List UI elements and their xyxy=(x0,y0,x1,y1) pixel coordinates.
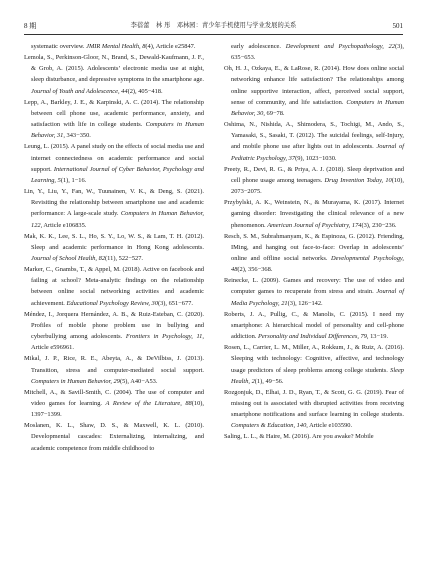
reference-pre: Oshima, N., Nishida, A., Shimodera, S., Tochigi, M., Ando, S., Yamasaki, S., Sasaki, T. (2012). The suicidal feelings, self-Injury, and mobile phone use after lights out in adolescents. xyxy=(224,121,404,151)
reference-post: (3), 635−653. xyxy=(231,43,404,62)
reference-ital: Developmental Psychology, 48 xyxy=(231,254,404,274)
reference-post: (3), 230−236. xyxy=(361,221,397,229)
reference-pre: Lin, Y., Liu, Y., Fan, W., Tuunainen, V. K., & Deng, S. (2021). Revisiting the relationship between smartphone use and academic performance: A large-scale study. xyxy=(24,188,204,218)
reference-pre: Rozgonjuk, D., Elhai, J. D., Ryan, T., & Scott, G. G. (2019). Fear of missing out is associated with disrupted activities from receiving smartphone notifications and surface learning in college students. xyxy=(224,388,404,419)
reference-entry xyxy=(224,119,404,164)
reference-pre: Rosen, L., Carrier, L. M., Miller, A., Rokkum, J., & Ruiz, A. (2016). Sleeping with technology: Cognitive, affective, and technology usage predictors of sleep problems among college students. xyxy=(224,344,404,374)
reference-post: (3), 126−142. xyxy=(287,299,323,307)
reference-post: (3), 651−677. xyxy=(157,299,193,307)
reference-post: , 69−78. xyxy=(263,109,285,117)
reference-ital: Frontiers in Psychology, 11 xyxy=(125,333,203,341)
reference-pre: Mikal, J. P., Rice, R. E., Abeyta, A., & DeVilbiss, J. (2013). Transition, stress and computer-mediated social support. xyxy=(24,355,204,374)
reference-ital: Journal of School Health, 82 xyxy=(31,254,106,262)
reference-ital: Educational Psychology Review, 30 xyxy=(66,299,158,307)
reference-ital: Computers in Human Behavior, 31 xyxy=(31,121,204,140)
reference-entry xyxy=(24,97,204,142)
reference-column-right xyxy=(224,41,404,443)
reference-entry xyxy=(24,309,204,354)
reference-ital: Computers in Human Behavior, 122 xyxy=(31,210,205,229)
reference-post: , 343−350. xyxy=(63,132,91,140)
reference-entry xyxy=(224,231,404,276)
reference-post: , Article e596961. xyxy=(31,333,204,352)
reference-post: (2), 356−368. xyxy=(237,266,273,274)
reference-post: (9), 1023−1030. xyxy=(295,154,337,162)
reference-post: (10), 2073−2075. xyxy=(231,176,404,196)
reference-pre: Leung, L. (2015). A panel study on the effects of social media use and internet connectedness on academic performance and social support. xyxy=(24,143,204,173)
reference-ital: American Journal of Psychiatry, 174 xyxy=(267,221,362,229)
reference-entry xyxy=(24,186,204,231)
reference-entry xyxy=(24,353,204,386)
reference-pre: Resch, S. M., Subrahmanyam, K., & Espinoza, G. (2012). Friending, IMing, and hanging out face-to-face: Overlap in adolescents’ online and offline social networks. xyxy=(224,232,404,262)
reference-pre: Lemola, S., Perkinson-Gloor, N., Brand, S., Dewald-Kaufmann, J. F., & Grob, A. (2015). Adolescents’ electronic media use at night, sleep disturbance, and depressive symptoms in the smartphone age. xyxy=(24,54,204,84)
reference-ital: Development and Psychopathology, 22 xyxy=(285,43,395,50)
header-rule xyxy=(24,34,403,35)
issue-number: 8 期 xyxy=(24,22,37,30)
running-header xyxy=(24,20,403,32)
reference-post: (1), 49−56. xyxy=(254,377,284,385)
reference-ital: Computers & Education, 140 xyxy=(231,422,307,430)
reference-entry xyxy=(224,63,404,119)
reference-ital: Drug Invention Today, 10 xyxy=(324,176,392,184)
reference-entry xyxy=(224,41,404,63)
reference-pre: Marker, C., Gnambs, T., & Appel, M. (2018). Active on facebook and failing at school? Meta-analytic findings on the relationship between online social networking activities and academic achievement. xyxy=(24,266,204,307)
reference-ital: A Review of the Literature, 88 xyxy=(105,400,192,407)
reference-post: , Article e103590. xyxy=(306,422,353,430)
reference-entry xyxy=(24,41,204,52)
reference-pre: Przybylski, A. K., Weinstein, N., & Murayama, K. (2017). Internet gaming disorder: Investigating the clinical relevance of a new phenomenon. xyxy=(224,199,404,229)
reference-post: (11), 522−527. xyxy=(105,254,144,262)
reference-entry xyxy=(24,264,204,309)
reference-pre: Oh, H. J., Ozkaya, E., & LaRose, R. (2014). How does online social networking enhance life satisfaction? The relationships among online supportive interaction, affect, perceived social support, sense of community, and life satisfaction. xyxy=(224,65,404,106)
reference-entry xyxy=(224,387,404,432)
reference-ital: Journal of Media Psychology, 21 xyxy=(231,288,404,307)
reference-column-left xyxy=(24,41,204,454)
reference-post: (2), 405−418. xyxy=(127,87,163,95)
reference-entry xyxy=(224,342,404,387)
reference-ital: Personality and Individual Differences, 79 xyxy=(257,333,367,341)
reference-pre: Preety, R., Devi, R. G., & Priya, A. J. (2018). Sleep deprivation and cell phone usage among teenagers. xyxy=(224,165,404,184)
reference-entry xyxy=(224,275,404,308)
reference-ital: International Journal of Cyber Behavior, Psychology and Learning, 5 xyxy=(31,165,204,184)
reference-entry xyxy=(224,164,404,197)
page-number: 501 xyxy=(392,22,403,30)
reference-entry xyxy=(24,420,204,453)
reference-post: (4), Article e25847. xyxy=(145,43,196,50)
reference-pre: systematic overview. xyxy=(31,43,87,50)
reference-post: , Article e106835. xyxy=(40,221,87,229)
reference-pre: Lepp, A., Barkley, J. E., & Karpinski, A. C. (2014). The relationship between cell phone use, academic performance, anxiety, and satisfaction with life in college students. xyxy=(24,98,204,129)
reference-post: (10), 1397−1399. xyxy=(31,400,204,419)
reference-ital: Computers in Human Behavior, 30 xyxy=(231,98,404,117)
reference-pre: Roberts, J. A., Pullig, C., & Manolis, C. (2015). I need my smartphone: A hierarchical model of personality and cell-phone addiction. xyxy=(224,310,404,341)
reference-ital: Journal of Youth and Adolescence, 44 xyxy=(31,87,128,95)
reference-entry xyxy=(24,52,204,97)
reference-post: (1), 1−16. xyxy=(60,176,87,184)
reference-pre: Mitchell, A., & Savill-Smith, C. (2004). The use of computer and video games for learning. xyxy=(24,388,204,407)
reference-ital: JMIR Mental Health, 8 xyxy=(86,43,146,50)
reference-pre: Mak, K. K., Lee, S. L., Ho, S. Y., Lo, W. S., & Lam, T. H. (2012). Sleep and academic performance in Hong Kong adolescents. xyxy=(24,232,204,251)
reference-ital: Journal of Pediatric Psychology, 37 xyxy=(231,143,404,162)
reference-pre: Saling, L. L., & Haire, M. (2016). Are you awake? Mobile xyxy=(224,433,374,441)
running-title: 李蓓蕾 林 彤 邓林园：青少年手机使用与学业发展的关系 xyxy=(130,22,297,29)
reference-post: , 13−19. xyxy=(366,333,389,341)
reference-pre: Reinecke, L. (2009). Games and recovery: The use of video and computer games to recuperate from stress and strain. xyxy=(224,277,404,296)
reference-pre: early adolescence. xyxy=(231,43,286,50)
reference-pre: Méndez, I., Jorquera Hernández, A. B., & Ruiz-Esteban, C. (2020). Profiles of mobile phone problem use in bullying and cyberbullying among adolescents. xyxy=(24,310,204,341)
reference-ital: Sleep Health, 2 xyxy=(231,366,404,385)
reference-entry xyxy=(224,431,404,442)
reference-entry xyxy=(24,141,204,186)
reference-pre: Moslanen, K. L., Shaw, D. S., & Maxwell, K. L. (2010). Developmental cascades: Externalizing, internalizing, and academic competence from middle childhood to xyxy=(24,422,204,452)
reference-ital: Computers in Human Behavior, 29 xyxy=(31,377,120,385)
reference-entry xyxy=(24,231,204,264)
reference-entry xyxy=(24,387,204,420)
reference-entry xyxy=(224,309,404,342)
reference-entry xyxy=(224,197,404,230)
reference-post: (5), A40−A53. xyxy=(119,377,158,385)
